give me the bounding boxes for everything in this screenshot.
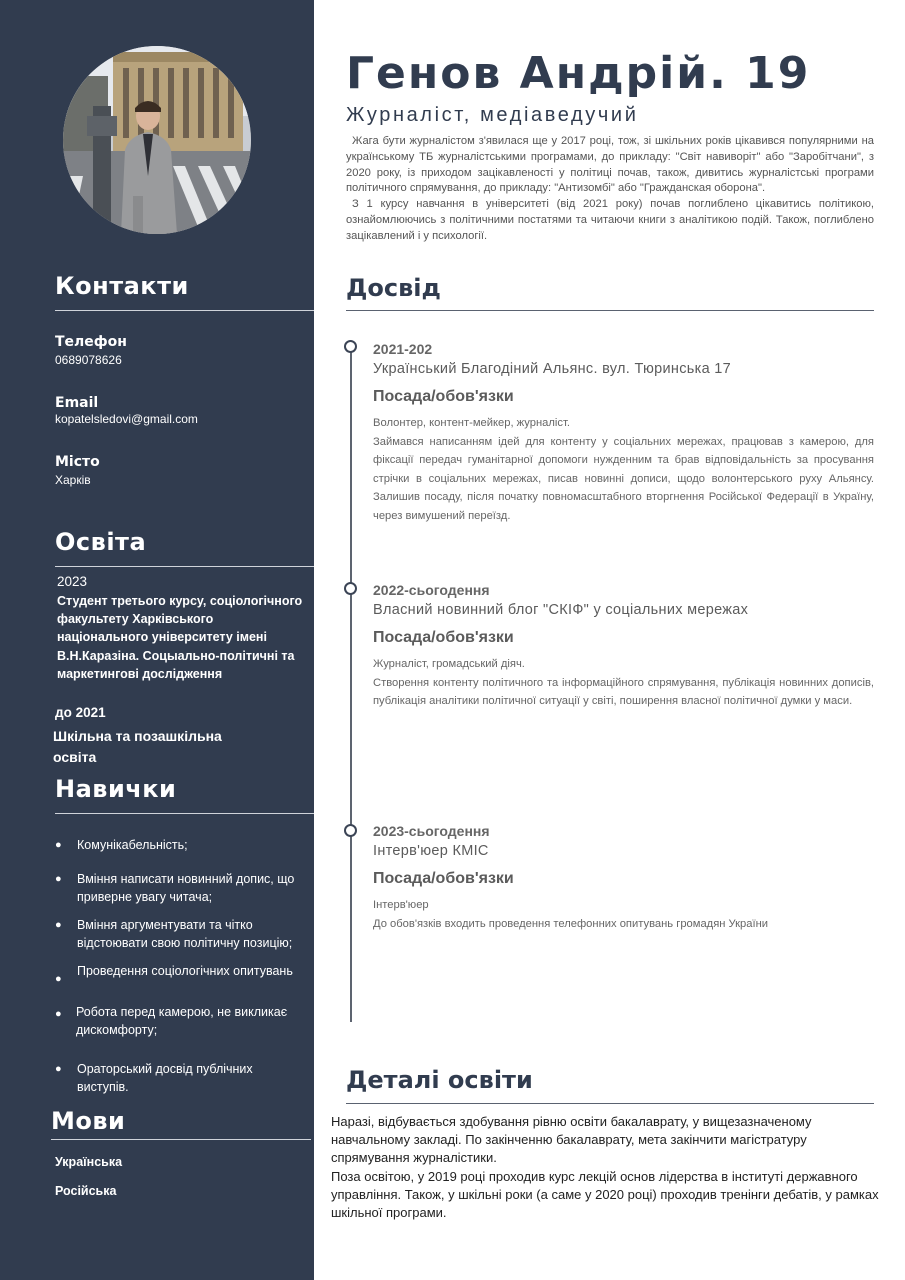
intro-text [346, 134, 874, 245]
education-year: 2023 [57, 574, 88, 589]
profile-photo [63, 46, 251, 234]
experience-period: 2023-сьогодення [373, 823, 490, 839]
bullet-icon: ● [55, 839, 62, 851]
timeline-node [344, 582, 357, 595]
languages-heading: Мови [51, 1107, 126, 1135]
skills-divider [55, 813, 314, 814]
experience-organization: Інтерв'юер КМІС [373, 843, 489, 859]
education-details-divider [346, 1103, 874, 1104]
timeline-node [344, 824, 357, 837]
phone-label: Телефон [55, 334, 127, 350]
bullet-icon: ● [55, 973, 62, 985]
experience-description-line: Журналіст, громадський діяч. [373, 658, 525, 670]
languages-divider [51, 1139, 311, 1140]
skills-heading: Навички [55, 775, 177, 803]
education-until: до 2021 [55, 705, 106, 720]
experience-description [373, 896, 874, 933]
skill-item: ● Комунікабельність; [55, 837, 307, 855]
timeline-node [344, 340, 357, 353]
profile-photo-image [63, 46, 251, 234]
city-value: Харків [55, 473, 91, 487]
bullet-icon: ● [55, 1063, 62, 1075]
bullet-icon: ● [55, 919, 62, 931]
experience-position-label: Посада/обов'язки [373, 629, 514, 646]
experience-period: 2022-сьогодення [373, 582, 490, 598]
experience-organization: Український Благодіний Альянс. вул. Тюринська 17 [373, 361, 731, 377]
experience-heading: Досвід [346, 274, 441, 302]
language-item: Російська [55, 1184, 117, 1198]
intro-paragraph: Жага бути журналістом з'явилася ще у 2017 році, тож, зі шкільних років цікавився популярними на українському ТБ журналістськими програмами, до прикладу: "Світ навиворіт" або "Заробітчани", з 2020 року, із приходом зацікавленості у політиці почав, також, дивитись журналістські програми політичного спрямування, до прикладу: "Антизомбі" або "Гражданская оборона". [346, 135, 874, 195]
skill-item: ● Проведення соціологічних опитувань [55, 963, 307, 981]
experience-description-line: До обов'язків входить проведення телефонних опитувань громадян України [373, 917, 769, 930]
experience-description-line: Волонтер, контент-мейкер, журналіст. [373, 417, 570, 429]
email-label: Email [55, 395, 99, 411]
candidate-name: Генов Андрій. 19 [346, 48, 811, 99]
education-divider [55, 566, 314, 567]
experience-position-label: Посада/обов'язки [373, 870, 514, 887]
email-value[interactable]: kopatelsledovi@gmail.com [55, 412, 198, 426]
experience-description [373, 414, 874, 525]
bullet-icon: ● [55, 1008, 62, 1020]
city-label: Місто [55, 454, 100, 470]
education-details-heading: Деталі освіти [346, 1066, 533, 1094]
intro-paragraph: З 1 курсу навчання в університеті (від 2021 року) почав поглиблено цікавитись політикою, ознайомлюючись з політичними постатями та читаючи книги з аналітикою подій. Також, поглиблено зацікавлений і у психології. [346, 198, 874, 242]
bullet-icon: ● [55, 873, 62, 885]
experience-description-line: Інтерв'юер [373, 899, 429, 911]
experience-position-label: Посада/обов'язки [373, 388, 514, 405]
language-item: Українська [55, 1155, 123, 1169]
skill-item: ● Вміння аргументувати та чітко відстоювати свою політичну позицію; [55, 918, 293, 950]
skill-item: ● Вміння написати новинний допис, що приверне увагу читача; [55, 872, 295, 904]
candidate-role: Журналіст, медіаведучий [346, 104, 639, 126]
contacts-heading: Контакти [55, 272, 189, 300]
sidebar [0, 0, 314, 1280]
education-heading: Освіта [55, 528, 147, 556]
experience-organization: Власний новинний блог "СКІФ" у соціальних мережах [373, 602, 749, 618]
experience-divider [346, 310, 874, 311]
phone-value[interactable]: 0689078626 [55, 353, 122, 367]
contacts-divider [55, 310, 314, 311]
education-details-paragraph: Наразі, відбувається здобування рівню освіти бакалаврату, у вищезазначеному навчальному закладі. По закінченню бакалаврату, мета закінчити магістратуру спрямування журналістики. [331, 1114, 812, 1166]
timeline-line [350, 346, 352, 1022]
skill-item: ● Ораторський досвід публічних виступів. [55, 1062, 253, 1094]
education-school: Шкільна та позашкільна освіта [53, 728, 222, 765]
education-details-text [331, 1113, 879, 1222]
education-description: Студент третього курсу, соціологічного факультету Харківського національного університету імені В.Н.Каразіна. Соцыально-політичні та маркетингові дослідження [57, 594, 303, 681]
skill-item: ● Робота перед камерою, не викликає дискомфорту; [55, 1005, 288, 1037]
experience-description-line: Займався написанням ідей для контенту у соціальних мережах, працював з камерою, для фіксації передач гуманітарної допомоги нужденним та брав відповідальність за просування стрічки в соціальних мережах, писав новинні дописи, щодо волонтерського руху Альянсу. Залишив посаду, після початку повномасштабного вторгнення Російської Федерації в Україну, через вимушений переїзд. [373, 435, 874, 522]
experience-period: 2021-202 [373, 341, 433, 357]
education-details-paragraph: Поза освітою, у 2019 році проходив курс лекцій основ лідерства в інституті державного управління. Також, у шкільні роки (а саме у 2020 році) проходив тренінги дебатів, у рамках шкільної програми. [331, 1168, 879, 1221]
experience-description [373, 655, 874, 711]
experience-description-line: Створення контенту політичного та інформаційного спрямування, публікація новинних дописів, публікація аналітики політичної ситуації у світі, поширення власної політичної думки у маси. [373, 676, 874, 707]
